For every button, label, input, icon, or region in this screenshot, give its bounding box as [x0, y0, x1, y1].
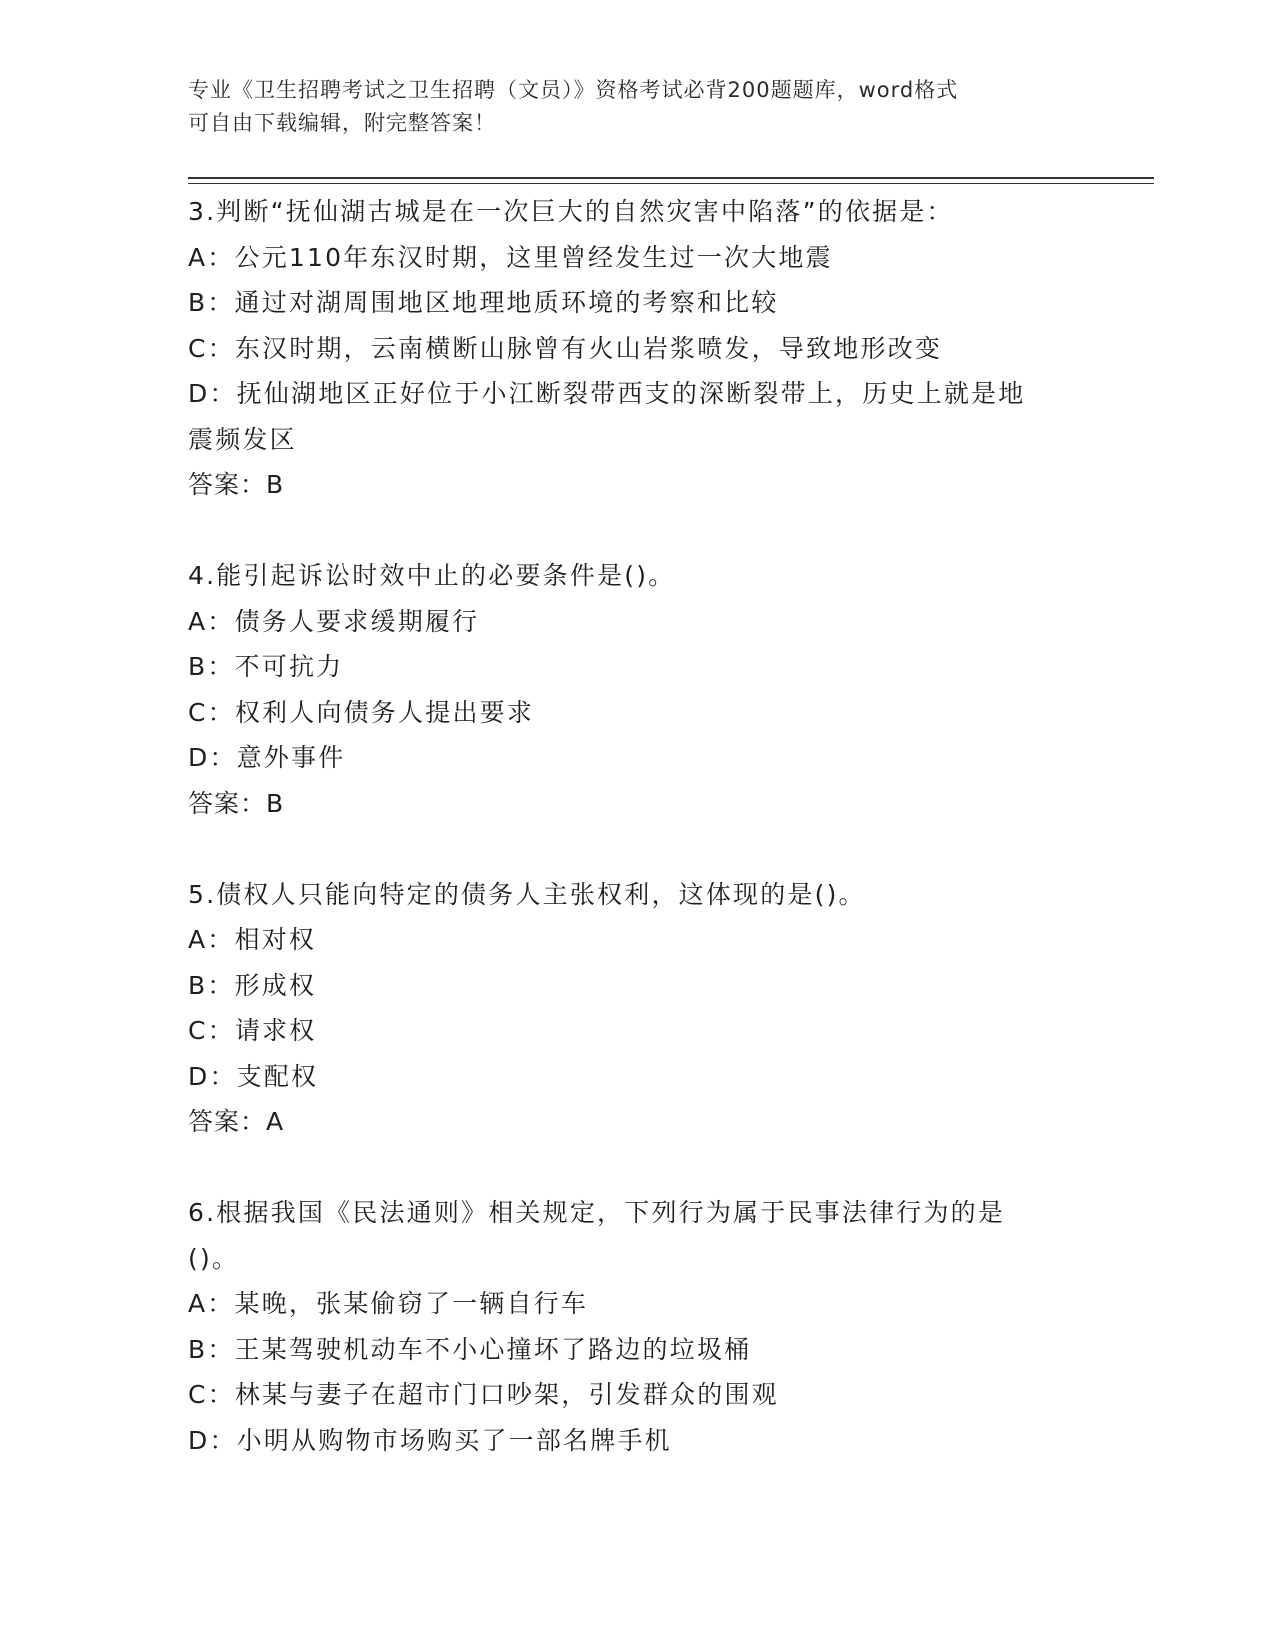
- question-stem: 4.能引起诉讼时效中止的必要条件是()。: [188, 561, 676, 590]
- option-a: A：某晚，张某偷窃了一辆自行车: [188, 1289, 589, 1318]
- question-stem-continued: ()。: [188, 1243, 240, 1273]
- header-title-line-1: 专业《卫生招聘考试之卫生招聘（文员）》资格考试必背200题题库，word格式: [188, 78, 959, 102]
- option-d: D：抚仙湖地区正好位于小江断裂带西支的深断裂带上，历史上就是地: [188, 379, 1026, 408]
- question-stem: 3.判断“抚仙湖古城是在一次巨大的自然灾害中陷落”的依据是：: [188, 197, 954, 226]
- question-spacer: [188, 1145, 1088, 1191]
- question-stem: 5.债权人只能向特定的债务人主张权利，这体现的是()。: [188, 879, 866, 909]
- answer-line: 答案：B: [188, 470, 285, 499]
- option-c: C：请求权: [188, 1016, 317, 1045]
- question-block: [188, 1190, 1088, 1463]
- option-d: D：支配权: [188, 1061, 319, 1091]
- option-a: A：债务人要求缓期履行: [188, 606, 480, 636]
- question-block: [188, 189, 1088, 553]
- option-b: B：王某驾驶机动车不小心撞坏了路边的垃圾桶: [188, 1334, 752, 1364]
- question-spacer: [188, 826, 1088, 872]
- question-stem: 6.根据我国《民法通则》相关规定，下列行为属于民事法律行为的是: [188, 1198, 1006, 1227]
- header-title-line-2: 可自由下载编辑，附完整答案！: [188, 111, 496, 135]
- option-c: C：权利人向债务人提出要求: [188, 697, 535, 727]
- option-b: B：不可抗力: [188, 652, 344, 681]
- question-spacer: [188, 508, 1088, 554]
- option-a: A：相对权: [188, 925, 317, 954]
- question-block: [188, 872, 1088, 1191]
- question-block: [188, 553, 1088, 872]
- option-d: D：小明从购物市场购买了一部名牌手机: [188, 1425, 672, 1455]
- option-c: C：林某与妻子在超市门口吵架，引发群众的围观: [188, 1380, 779, 1409]
- option-d-continued: 震频发区: [188, 424, 297, 454]
- question-list: [188, 189, 1088, 1463]
- option-c: C：东汉时期，云南横断山脉曾有火山岩浆喷发，导致地形改变: [188, 333, 943, 363]
- option-b: B：通过对湖周围地区地理地质环境的考察和比较: [188, 288, 779, 317]
- document-header: [188, 74, 1088, 140]
- answer-line: 答案：B: [188, 788, 285, 818]
- header-divider-thin: [188, 183, 1154, 184]
- option-d: D：意外事件: [188, 743, 346, 772]
- option-a: A：公元110年东汉时期，这里曾经发生过一次大地震: [188, 242, 833, 272]
- option-b: B：形成权: [188, 970, 317, 1000]
- header-divider-thick: [188, 177, 1154, 179]
- answer-line: 答案：A: [188, 1107, 285, 1136]
